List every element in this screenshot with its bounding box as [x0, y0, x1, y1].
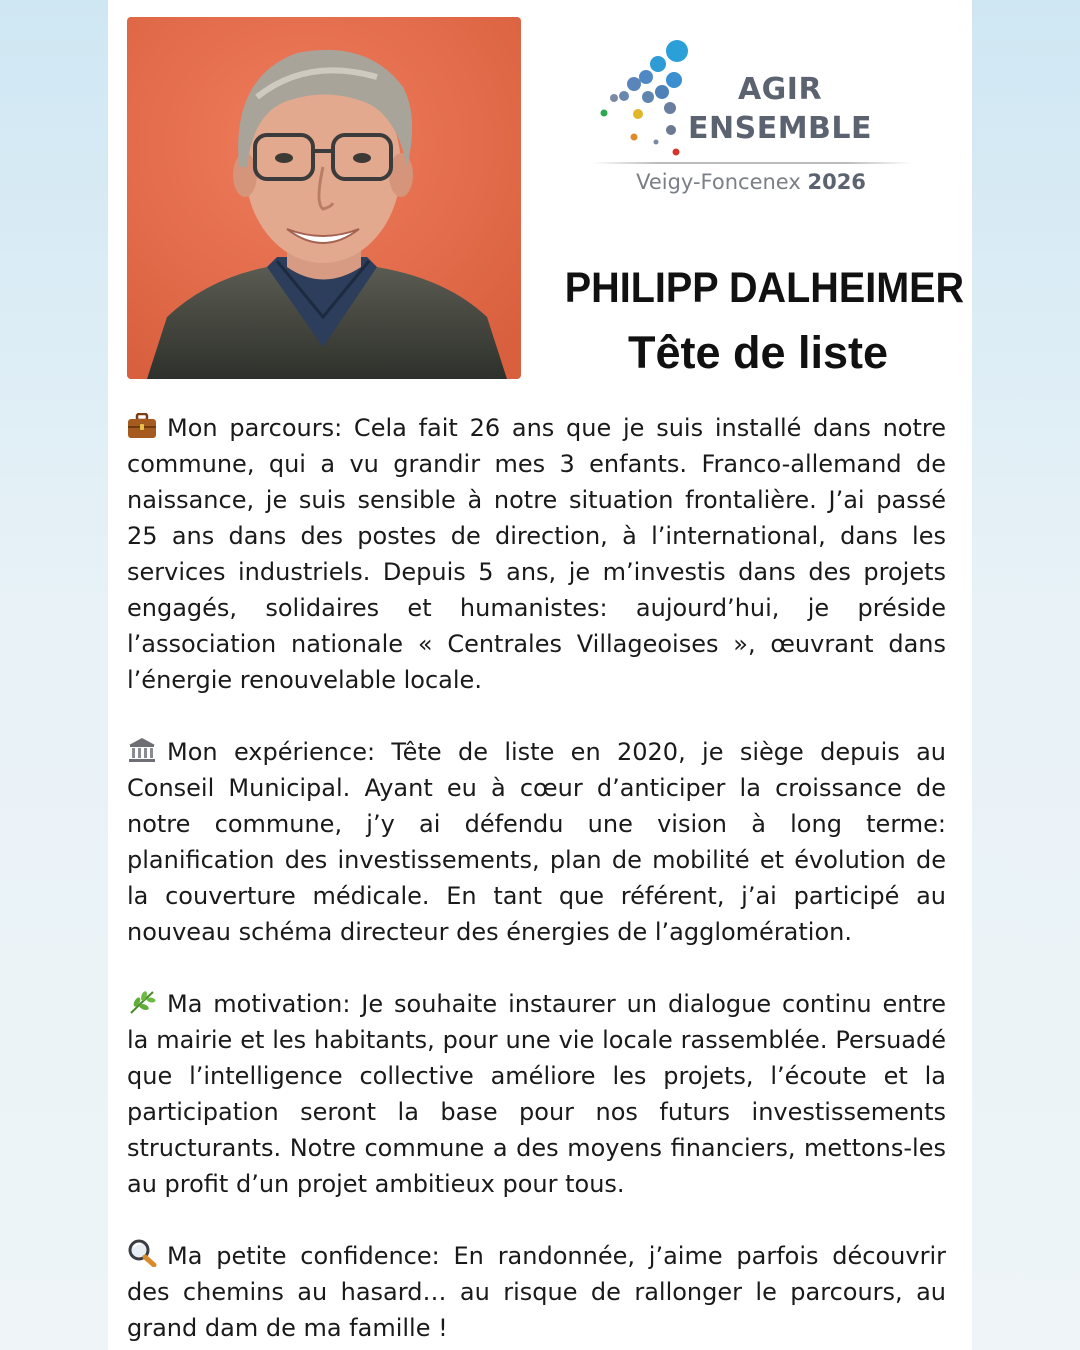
logo-divider	[592, 162, 912, 164]
bio-section-confidence	[127, 1238, 946, 1346]
bio-section-experience	[127, 734, 946, 950]
bio-section-motivation	[127, 986, 946, 1202]
logo-year: 2026	[807, 170, 866, 194]
bio-text-confidence: Ma petite confidence: En randonnée, j’aime parfois découvrir des chemins au hasard… au risque de rallonger le parcours, au grand dam de ma famille !	[127, 1242, 946, 1342]
profile-card	[108, 0, 972, 1350]
logo-line-1: AGIR	[737, 72, 823, 107]
magnifying-glass-icon	[127, 1239, 157, 1267]
bio-text-motivation: Ma motivation: Je souhaite instaurer un dialogue continu entre la mairie et les habitants, pour une vie locale rassemblée. Persuadé que l’intelligence collective améliore les projets, l’écoute et la participation seront la base pour nos futurs investissements structurants. Notre commune a des moyens financiers, mettons-les au profit d’un projet ambitieux pour tous.	[127, 990, 946, 1198]
portrait-image	[127, 17, 521, 379]
bio-section-parcours	[127, 410, 946, 698]
candidate-name: PHILIPP DALHEIMER	[564, 264, 965, 312]
candidate-bio	[127, 410, 946, 1350]
candidate-role: Tête de liste	[627, 327, 889, 378]
candidate-photo	[127, 17, 521, 379]
herb-icon	[127, 989, 157, 1015]
logo-wordmark	[688, 70, 872, 148]
agir-ensemble-logo	[586, 34, 916, 204]
candidate-heading	[548, 258, 968, 388]
classical-building-icon	[127, 737, 157, 763]
logo-subtitle	[586, 170, 916, 194]
bio-text-experience: Mon expérience: Tête de liste en 2020, je siège depuis au Conseil Municipal. Ayant eu à cœur d’anticiper la croissance de notre commune, j’y ai défendu une vision à long terme: planification des investissements, plan de mobilité et évolution de la couverture médicale. En tant que référent, j’ai participé au nouveau schéma directeur des énergies de l’agglomération.	[127, 738, 946, 946]
logo-town: Veigy-Foncenex	[636, 170, 801, 194]
logo-dots-icon	[586, 34, 696, 164]
logo-line-2: ENSEMBLE	[688, 111, 873, 146]
briefcase-icon	[127, 413, 157, 439]
bio-text-parcours: Mon parcours: Cela fait 26 ans que je suis installé dans notre commune, qui a vu grandir mes 3 enfants. Franco-allemand de naissance, je suis sensible à notre situation frontalière. J’ai passé 25 ans dans des postes de direction, à l’international, dans les services industriels. Depuis 5 ans, je m’investis dans des projets engagés, solidaires et humanistes: aujourd’hui, je préside l’association nationale « Centrales Villageoises », œuvrant dans l’énergie renouvelable locale.	[127, 414, 946, 694]
